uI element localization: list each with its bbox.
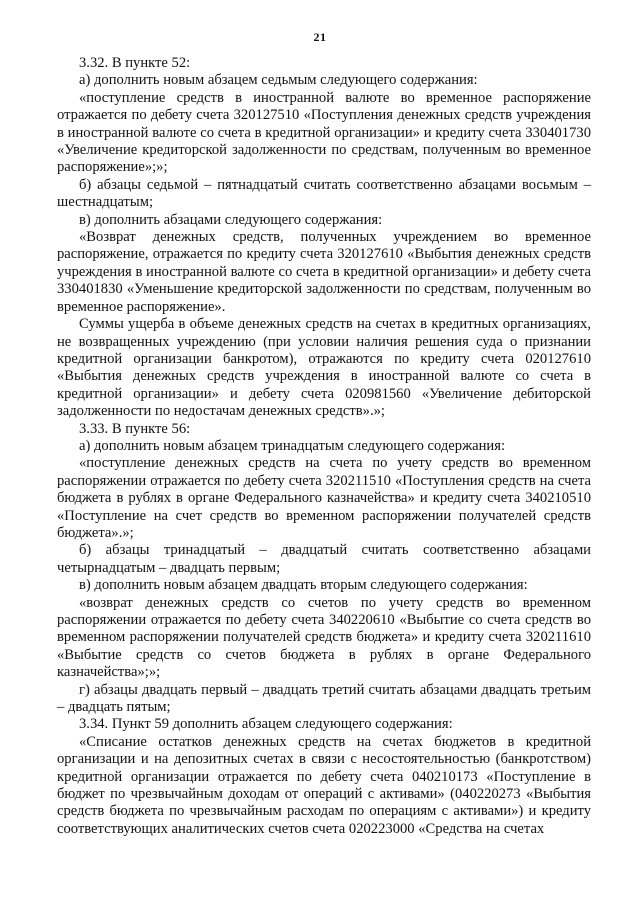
document-body (57, 55, 591, 838)
quoted-text: «поступление денежных средств на счета по учету средств во временном распоряжении отражается по дебету счета 320211510 «Поступления средств на счета бюджета в рублях в органе Федерального казначейства» и кредиту счета 340210510 «Поступление на счет средств во временном распоряжении получателей средств бюджета».»; (57, 455, 591, 541)
subclause: а) дополнить новым абзацем тринадцатым следующего содержания: (79, 437, 506, 454)
quoted-text: «Возврат денежных средств, полученных учреждением во временное распоряжение, отражается по кредиту счета 320127610 «Выбытия денежных средств учреждения в иностранной валюте со счета в кредитной организации» и дебету счета 330401830 «Уменьшение кредиторской задолженности по средствам, полученным во временное распоряжение». (57, 229, 591, 315)
subclause: г) абзацы двадцать первый – двадцать третий считать абзацами двадцать третьим – двадцать пятым; (57, 681, 591, 716)
page-number: 21 (313, 30, 327, 44)
quoted-text: «Списание остатков денежных средств на счетах бюджетов в кредитной организации и на депозитных счетах в связи с несостоятельностью (банкротством) кредитной организации отражается по дебету счета 040210173 «Поступление в бюджет по чрезвычайным доходам от операций с активами» (040220273 «Выбытия средств бюджета по чрезвычайным расходам по операциям с активами») и кредиту соответствующих аналитических счетов счета 020223000 «Средства на счетах (57, 733, 591, 837)
quoted-text: Суммы ущерба в объеме денежных средств на счетах в кредитных организациях, не возвращенных учреждению (при условии наличия решения суда о признании кредитной организации банкротом), отражаются по кредиту счета 020127610 «Выбытия денежных средств учреждения в иностранной валюте со счета в кредитной организации» и дебету счета 020981560 «Увеличение дебиторской задолженности по недостачам денежных средств».»; (57, 316, 591, 420)
subclause: в) дополнить абзацами следующего содержания: (79, 211, 383, 228)
subclause: б) абзацы тринадцатый – двадцатый считать соответственно абзацами четырнадцатым – двадцать первым; (57, 542, 591, 576)
quoted-text: «поступление средств в иностранной валюте во временное распоряжение отражается по дебету счета 320127510 «Поступления денежных средств учреждения в иностранной валюте со счета в кредитной организации» и кредиту счета 330401730 «Увеличение кредиторской задолженности по средствам, полученным во временное распоряжение»;»; (57, 89, 591, 176)
clause-heading: 3.32. В пункте 52: (79, 55, 191, 71)
subclause: в) дополнить новым абзацем двадцать вторым следующего содержания: (79, 577, 528, 594)
clause-heading: 3.34. Пункт 59 дополнить абзацем следующего содержания: (79, 716, 453, 733)
quoted-text: «возврат денежных средств со счетов по учету средств во временном распоряжении отражается по дебету счета 340220610 «Выбытие со счета средств во временном распоряжении получателей средств бюджета» и кредиту счета 320211610 «Выбытие средств со счетов бюджета в рублях в органе Федерального казначейства»;»; (57, 594, 591, 681)
subclause: а) дополнить новым абзацем седьмым следующего содержания: (79, 72, 478, 89)
subclause: б) абзацы седьмой – пятнадцатый считать соответственно абзацами восьмым – шестнадцатым; (57, 176, 591, 211)
clause-heading: 3.33. В пункте 56: (79, 420, 191, 437)
